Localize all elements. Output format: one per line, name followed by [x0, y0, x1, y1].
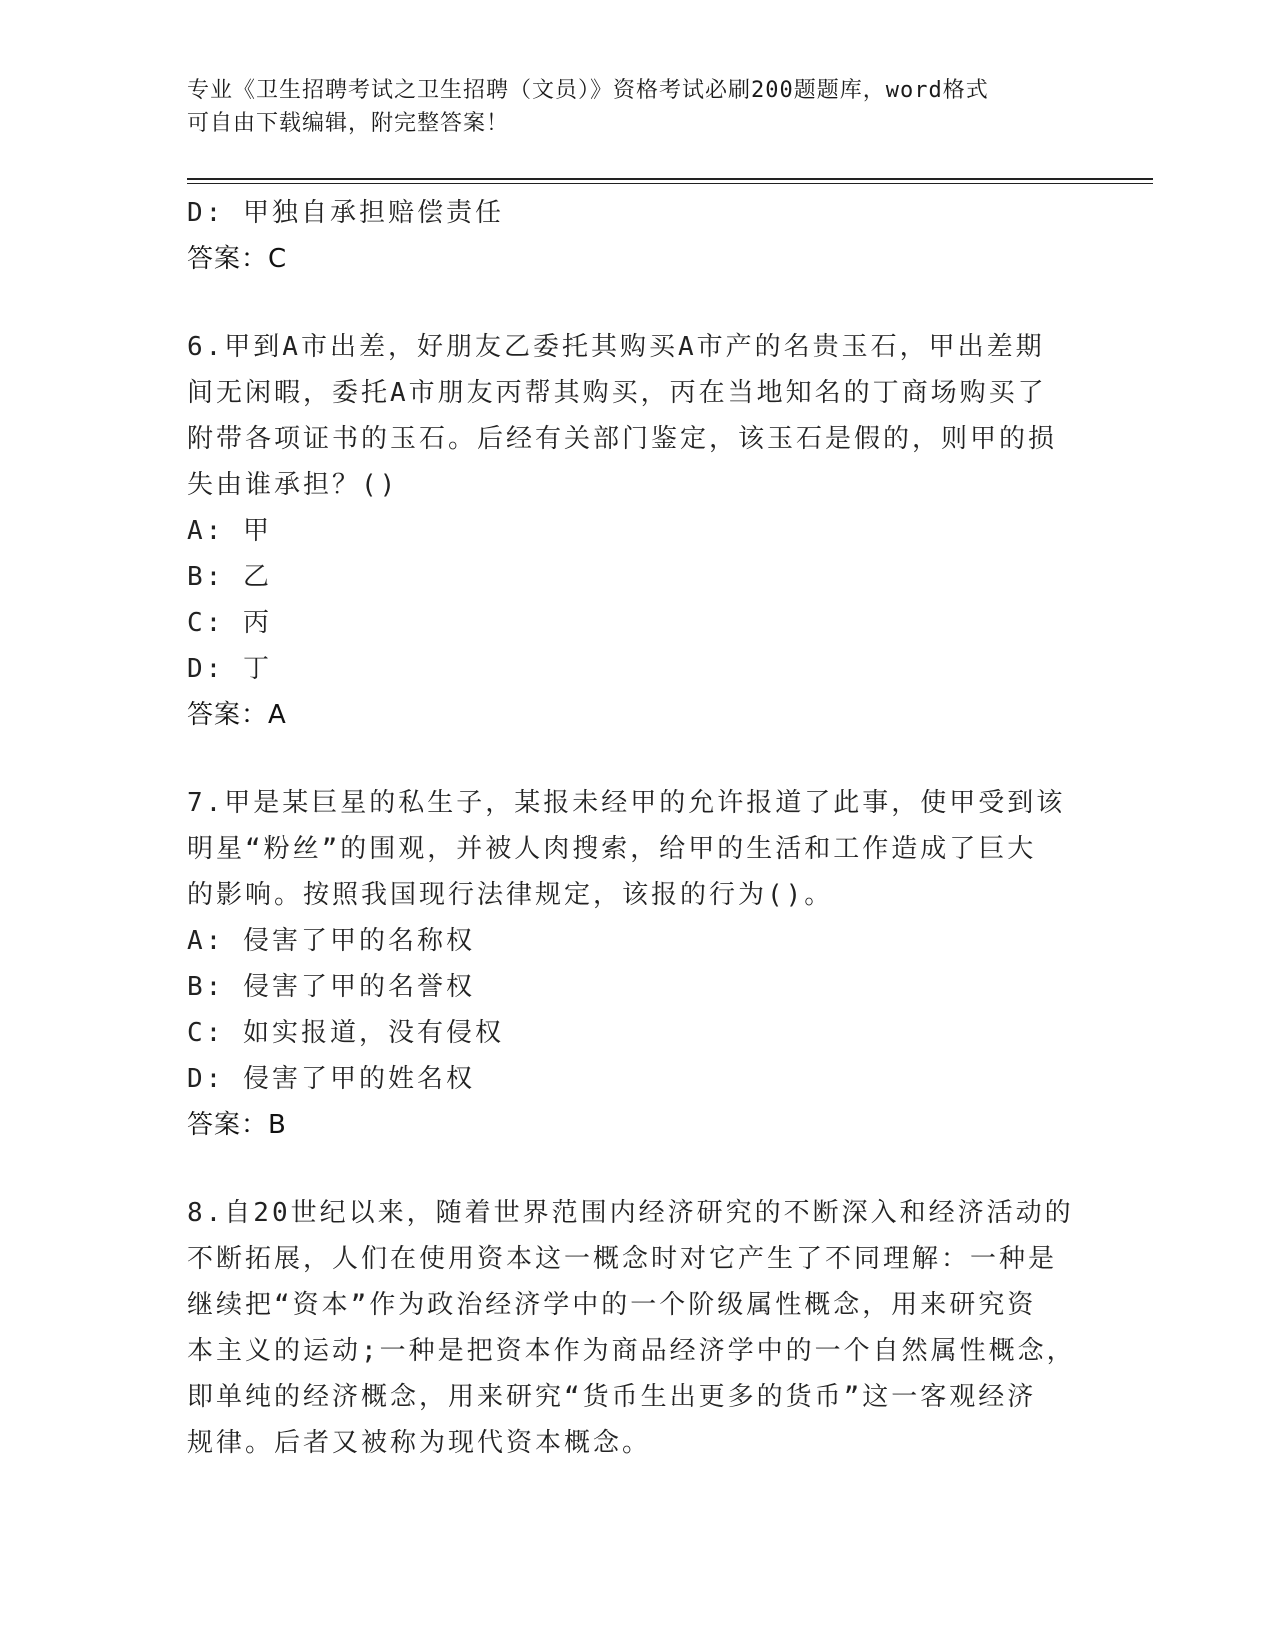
q6-option-d: D: 丁 [187, 654, 272, 684]
q8-stem-line: 不断拓展，人们在使用资本这一概念时对它产生了不同理解：一种是 [187, 1244, 1058, 1274]
q8-stem-line: 继续把“资本”作为政治经济学中的一个阶级属性概念，用来研究资 [187, 1290, 1037, 1320]
q7-answer: 答案：B [187, 1110, 287, 1140]
q6-stem-line: 间无闲暇，委托A市朋友丙帮其购买，丙在当地知名的丁商场购买了 [187, 378, 1047, 408]
spacer [187, 282, 1067, 324]
q7-option-a: A: 侵害了甲的名称权 [187, 926, 475, 956]
q7-option-b: B: 侵害了甲的名誉权 [187, 972, 475, 1002]
q7-option-c: C: 如实报道，没有侵权 [187, 1018, 504, 1048]
q6-stem-line: 附带各项证书的玉石。后经有关部门鉴定，该玉石是假的，则甲的损 [187, 424, 1058, 454]
q6-option-c: C: 丙 [187, 608, 272, 638]
header-divider [187, 178, 1153, 184]
question-content [187, 190, 1076, 1466]
spacer [187, 1148, 1067, 1190]
document-header [187, 74, 1067, 140]
q6-stem-line: 6.甲到A市出差，好朋友乙委托其购买A市产的名贵玉石，甲出差期 [187, 332, 1045, 362]
q7-stem-line: 的影响。按照我国现行法律规定，该报的行为()。 [187, 880, 834, 910]
spacer [187, 738, 1067, 780]
q6-stem-line: 失由谁承担？() [187, 470, 399, 500]
q8-stem-line: 本主义的运动;一种是把资本作为商品经济学中的一个自然属性概念， [187, 1336, 1076, 1366]
question-7 [187, 780, 1067, 1148]
q5-option-d: D: 甲独自承担赔偿责任 [187, 198, 504, 228]
question-6 [187, 324, 1067, 738]
q6-option-b: B: 乙 [187, 562, 272, 592]
q7-stem-line: 7.甲是某巨星的私生子，某报未经甲的允许报道了此事，使甲受到该 [187, 788, 1066, 818]
q5-answer: 答案：C [187, 244, 288, 274]
q7-stem-line: 明星“粉丝”的围观，并被人肉搜索，给甲的生活和工作造成了巨大 [187, 834, 1037, 864]
q8-stem-line: 8.自20世纪以来，随着世界范围内经济研究的不断深入和经济活动的 [187, 1198, 1074, 1228]
q6-answer: 答案：A [187, 700, 287, 730]
header-line-1: 专业《卫生招聘考试之卫生招聘（文员）》资格考试必刷200题题库，word格式 [187, 78, 989, 103]
q6-option-a: A: 甲 [187, 516, 272, 546]
header-line-2: 可自由下载编辑，附完整答案！ [187, 111, 510, 136]
q8-stem-line: 规律。后者又被称为现代资本概念。 [187, 1428, 652, 1458]
question-8 [187, 1190, 1076, 1466]
q7-option-d: D: 侵害了甲的姓名权 [187, 1064, 475, 1094]
q8-stem-line: 即单纯的经济概念，用来研究“货币生出更多的货币”这一客观经济 [187, 1382, 1037, 1412]
